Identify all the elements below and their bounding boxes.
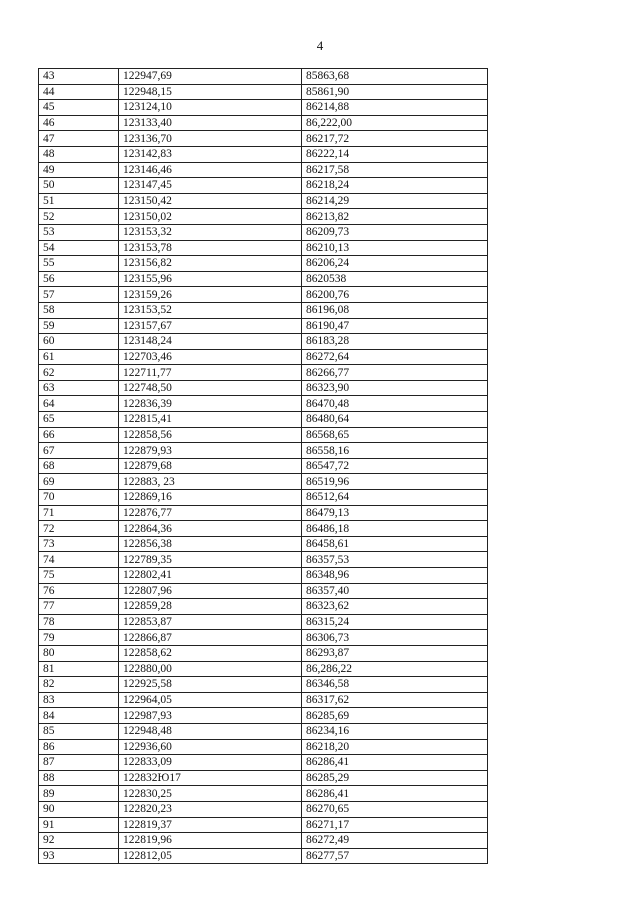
y-coordinate-cell: 86479,13 — [302, 505, 488, 521]
table-row — [39, 427, 488, 443]
x-coordinate-cell: 122879,93 — [119, 443, 302, 459]
y-coordinate-cell: 86568,65 — [302, 427, 488, 443]
x-coordinate-cell: 123136,70 — [119, 131, 302, 147]
table-row — [39, 786, 488, 802]
y-coordinate-cell: 86293,87 — [302, 645, 488, 661]
x-coordinate-cell: 122948,48 — [119, 723, 302, 739]
table-row — [39, 115, 488, 131]
x-coordinate-cell: 122815,41 — [119, 412, 302, 428]
coordinates-table — [38, 68, 488, 864]
point-number-cell: 76 — [39, 583, 119, 599]
x-coordinate-cell: 122807,96 — [119, 583, 302, 599]
table-row — [39, 692, 488, 708]
point-number-cell: 58 — [39, 302, 119, 318]
point-number-cell: 74 — [39, 552, 119, 568]
table-row — [39, 162, 488, 178]
point-number-cell: 60 — [39, 334, 119, 350]
x-coordinate-cell: 122987,93 — [119, 708, 302, 724]
x-coordinate-cell: 123147,45 — [119, 178, 302, 194]
point-number-cell: 77 — [39, 599, 119, 615]
y-coordinate-cell: 86213,82 — [302, 209, 488, 225]
y-coordinate-cell: 86357,40 — [302, 583, 488, 599]
y-coordinate-cell: 86286,41 — [302, 786, 488, 802]
point-number-cell: 83 — [39, 692, 119, 708]
x-coordinate-cell: 122748,50 — [119, 380, 302, 396]
y-coordinate-cell: 86486,18 — [302, 521, 488, 537]
table-row — [39, 209, 488, 225]
x-coordinate-cell: 122964,05 — [119, 692, 302, 708]
x-coordinate-cell: 122925,58 — [119, 677, 302, 693]
table-row — [39, 365, 488, 381]
point-number-cell: 56 — [39, 271, 119, 287]
table-row — [39, 490, 488, 506]
point-number-cell: 75 — [39, 568, 119, 584]
table-row — [39, 271, 488, 287]
x-coordinate-cell: 123159,26 — [119, 287, 302, 303]
y-coordinate-cell: 86272,64 — [302, 349, 488, 365]
x-coordinate-cell: 122936,60 — [119, 739, 302, 755]
table-row — [39, 505, 488, 521]
point-number-cell: 92 — [39, 833, 119, 849]
x-coordinate-cell: 122859,28 — [119, 599, 302, 615]
x-coordinate-cell: 123142,83 — [119, 146, 302, 162]
x-coordinate-cell: 123155,96 — [119, 271, 302, 287]
x-coordinate-cell: 122858,62 — [119, 645, 302, 661]
y-coordinate-cell: 86512,64 — [302, 490, 488, 506]
point-number-cell: 73 — [39, 536, 119, 552]
point-number-cell: 70 — [39, 490, 119, 506]
x-coordinate-cell: 122833,09 — [119, 755, 302, 771]
table-row — [39, 458, 488, 474]
point-number-cell: 49 — [39, 162, 119, 178]
x-coordinate-cell: 122866,87 — [119, 630, 302, 646]
point-number-cell: 52 — [39, 209, 119, 225]
x-coordinate-cell: 123150,42 — [119, 193, 302, 209]
x-coordinate-cell: 123146,46 — [119, 162, 302, 178]
point-number-cell: 50 — [39, 178, 119, 194]
y-coordinate-cell: 86286,41 — [302, 755, 488, 771]
point-number-cell: 45 — [39, 100, 119, 116]
point-number-cell: 82 — [39, 677, 119, 693]
point-number-cell: 43 — [39, 69, 119, 85]
point-number-cell: 53 — [39, 224, 119, 240]
table-row — [39, 599, 488, 615]
table-row — [39, 412, 488, 428]
y-coordinate-cell: 86470,48 — [302, 396, 488, 412]
table-row — [39, 84, 488, 100]
y-coordinate-cell: 85861,90 — [302, 84, 488, 100]
x-coordinate-cell: 122853,87 — [119, 614, 302, 630]
x-coordinate-cell: 123150,02 — [119, 209, 302, 225]
table-row — [39, 661, 488, 677]
y-coordinate-cell: 86317,62 — [302, 692, 488, 708]
point-number-cell: 44 — [39, 84, 119, 100]
table-row — [39, 178, 488, 194]
x-coordinate-cell: 122703,46 — [119, 349, 302, 365]
y-coordinate-cell: 86558,16 — [302, 443, 488, 459]
table-row — [39, 723, 488, 739]
y-coordinate-cell: 86214,29 — [302, 193, 488, 209]
point-number-cell: 80 — [39, 645, 119, 661]
point-number-cell: 62 — [39, 365, 119, 381]
point-number-cell: 55 — [39, 256, 119, 272]
point-number-cell: 66 — [39, 427, 119, 443]
x-coordinate-cell: 122819,37 — [119, 817, 302, 833]
point-number-cell: 51 — [39, 193, 119, 209]
point-number-cell: 54 — [39, 240, 119, 256]
table-row — [39, 708, 488, 724]
x-coordinate-cell: 122819,96 — [119, 833, 302, 849]
table-row — [39, 193, 488, 209]
point-number-cell: 69 — [39, 474, 119, 490]
y-coordinate-cell: 86458,61 — [302, 536, 488, 552]
x-coordinate-cell: 122812,05 — [119, 848, 302, 864]
point-number-cell: 64 — [39, 396, 119, 412]
table-row — [39, 536, 488, 552]
y-coordinate-cell: 86,286,22 — [302, 661, 488, 677]
table-row — [39, 256, 488, 272]
y-coordinate-cell: 86348,96 — [302, 568, 488, 584]
y-coordinate-cell: 86,222,00 — [302, 115, 488, 131]
x-coordinate-cell: 122879,68 — [119, 458, 302, 474]
y-coordinate-cell: 86196,08 — [302, 302, 488, 318]
page-number: 4 — [316, 38, 324, 53]
table-row — [39, 630, 488, 646]
table-row — [39, 69, 488, 85]
table-row — [39, 287, 488, 303]
point-number-cell: 90 — [39, 801, 119, 817]
point-number-cell: 61 — [39, 349, 119, 365]
point-number-cell: 86 — [39, 739, 119, 755]
point-number-cell: 71 — [39, 505, 119, 521]
y-coordinate-cell: 86519,96 — [302, 474, 488, 490]
table-row — [39, 552, 488, 568]
x-coordinate-cell: 123153,32 — [119, 224, 302, 240]
y-coordinate-cell: 86323,62 — [302, 599, 488, 615]
point-number-cell: 93 — [39, 848, 119, 864]
point-number-cell: 89 — [39, 786, 119, 802]
x-coordinate-cell: 122711,77 — [119, 365, 302, 381]
y-coordinate-cell: 86190,47 — [302, 318, 488, 334]
x-coordinate-cell: 122858,56 — [119, 427, 302, 443]
y-coordinate-cell: 86218,24 — [302, 178, 488, 194]
table-row — [39, 380, 488, 396]
table-row — [39, 396, 488, 412]
table-row — [39, 302, 488, 318]
y-coordinate-cell: 86272,49 — [302, 833, 488, 849]
point-number-cell: 85 — [39, 723, 119, 739]
x-coordinate-cell: 122883, 23 — [119, 474, 302, 490]
x-coordinate-cell: 123124,10 — [119, 100, 302, 116]
y-coordinate-cell: 86271,17 — [302, 817, 488, 833]
y-coordinate-cell: 86266,77 — [302, 365, 488, 381]
table-row — [39, 443, 488, 459]
point-number-cell: 91 — [39, 817, 119, 833]
table-row — [39, 583, 488, 599]
table-row — [39, 100, 488, 116]
point-number-cell: 63 — [39, 380, 119, 396]
table-row — [39, 318, 488, 334]
point-number-cell: 72 — [39, 521, 119, 537]
table-row — [39, 349, 488, 365]
table-row — [39, 568, 488, 584]
x-coordinate-cell: 123153,78 — [119, 240, 302, 256]
x-coordinate-cell: 123153,52 — [119, 302, 302, 318]
x-coordinate-cell: 123148,24 — [119, 334, 302, 350]
y-coordinate-cell: 86547,72 — [302, 458, 488, 474]
table-row — [39, 770, 488, 786]
table-row — [39, 521, 488, 537]
table-row — [39, 474, 488, 490]
x-coordinate-cell: 122869,16 — [119, 490, 302, 506]
y-coordinate-cell: 86285,69 — [302, 708, 488, 724]
point-number-cell: 59 — [39, 318, 119, 334]
point-number-cell: 79 — [39, 630, 119, 646]
table-row — [39, 334, 488, 350]
y-coordinate-cell: 86210,13 — [302, 240, 488, 256]
y-coordinate-cell: 86323,90 — [302, 380, 488, 396]
point-number-cell: 46 — [39, 115, 119, 131]
point-number-cell: 68 — [39, 458, 119, 474]
table-row — [39, 739, 488, 755]
x-coordinate-cell: 122856,38 — [119, 536, 302, 552]
y-coordinate-cell: 86217,58 — [302, 162, 488, 178]
y-coordinate-cell: 86357,53 — [302, 552, 488, 568]
y-coordinate-cell: 86306,73 — [302, 630, 488, 646]
y-coordinate-cell: 86217,72 — [302, 131, 488, 147]
x-coordinate-cell: 122947,69 — [119, 69, 302, 85]
x-coordinate-cell: 123133,40 — [119, 115, 302, 131]
x-coordinate-cell: 122880,00 — [119, 661, 302, 677]
point-number-cell: 65 — [39, 412, 119, 428]
table-row — [39, 677, 488, 693]
y-coordinate-cell: 86200,76 — [302, 287, 488, 303]
point-number-cell: 87 — [39, 755, 119, 771]
y-coordinate-cell: 86218,20 — [302, 739, 488, 755]
y-coordinate-cell: 8620538 — [302, 271, 488, 287]
y-coordinate-cell: 86315,24 — [302, 614, 488, 630]
y-coordinate-cell: 85863,68 — [302, 69, 488, 85]
table-row — [39, 146, 488, 162]
x-coordinate-cell: 122836,39 — [119, 396, 302, 412]
point-number-cell: 57 — [39, 287, 119, 303]
x-coordinate-cell: 123157,67 — [119, 318, 302, 334]
x-coordinate-cell: 122820,23 — [119, 801, 302, 817]
x-coordinate-cell: 122802,41 — [119, 568, 302, 584]
y-coordinate-cell: 86270,65 — [302, 801, 488, 817]
table-row — [39, 848, 488, 864]
y-coordinate-cell: 86222,14 — [302, 146, 488, 162]
table-row — [39, 224, 488, 240]
y-coordinate-cell: 86480,64 — [302, 412, 488, 428]
table-row — [39, 240, 488, 256]
y-coordinate-cell: 86183,28 — [302, 334, 488, 350]
x-coordinate-cell: 122864,36 — [119, 521, 302, 537]
y-coordinate-cell: 86285,29 — [302, 770, 488, 786]
table-row — [39, 645, 488, 661]
y-coordinate-cell: 86234,16 — [302, 723, 488, 739]
y-coordinate-cell: 86206,24 — [302, 256, 488, 272]
x-coordinate-cell: 122876,77 — [119, 505, 302, 521]
y-coordinate-cell: 86209,73 — [302, 224, 488, 240]
x-coordinate-cell: 123156,82 — [119, 256, 302, 272]
y-coordinate-cell: 86277,57 — [302, 848, 488, 864]
y-coordinate-cell: 86214,88 — [302, 100, 488, 116]
table-row — [39, 801, 488, 817]
table-row — [39, 833, 488, 849]
x-coordinate-cell: 122830,25 — [119, 786, 302, 802]
point-number-cell: 47 — [39, 131, 119, 147]
y-coordinate-cell: 86346,58 — [302, 677, 488, 693]
point-number-cell: 67 — [39, 443, 119, 459]
x-coordinate-cell: 122832Ю17 — [119, 770, 302, 786]
table-row — [39, 131, 488, 147]
point-number-cell: 88 — [39, 770, 119, 786]
x-coordinate-cell: 122948,15 — [119, 84, 302, 100]
table-row — [39, 755, 488, 771]
table-row — [39, 614, 488, 630]
point-number-cell: 48 — [39, 146, 119, 162]
x-coordinate-cell: 122789,35 — [119, 552, 302, 568]
point-number-cell: 81 — [39, 661, 119, 677]
point-number-cell: 78 — [39, 614, 119, 630]
point-number-cell: 84 — [39, 708, 119, 724]
table-row — [39, 817, 488, 833]
coordinates-table-body — [39, 69, 488, 864]
